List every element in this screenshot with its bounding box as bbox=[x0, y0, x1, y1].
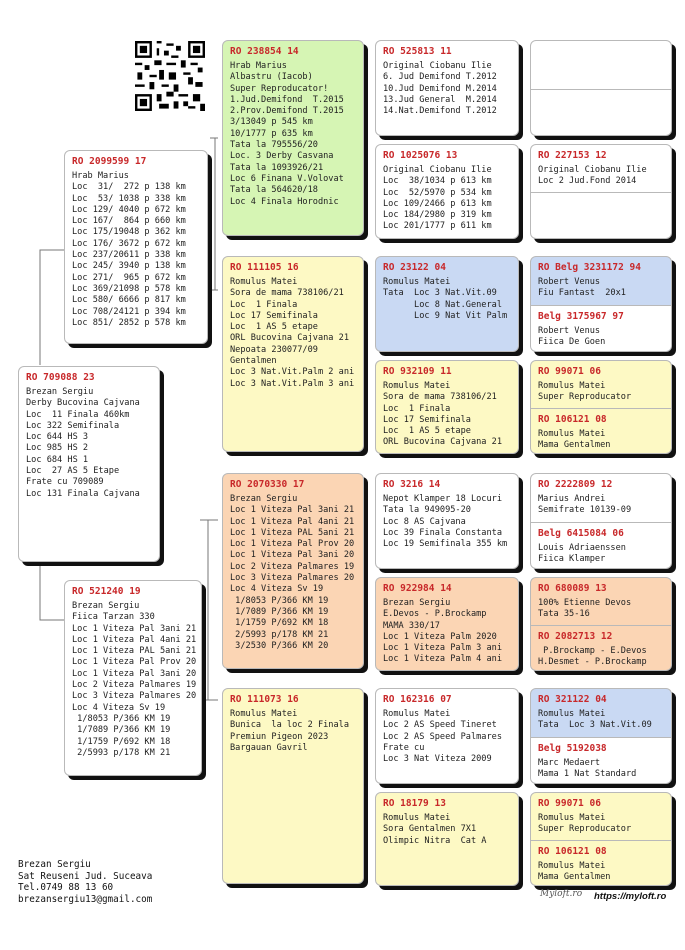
pedigree-card-gen3-2 bbox=[222, 256, 364, 452]
card-details: Romulus Matei Mama Gentalmen bbox=[538, 861, 611, 883]
ring-number: RO 2070330 17 bbox=[230, 479, 305, 490]
pedigree-card-gen5-3 bbox=[530, 256, 672, 352]
ring-number: RO 1025076 13 bbox=[383, 150, 458, 161]
card-details: Romulus Matei Loc 2 AS Speed Tineret Loc 2 AS Speed Palmares Frate cu Loc 3 Nat Viteza 2009 bbox=[383, 709, 502, 765]
pedigree-card-gen4-7 bbox=[375, 688, 519, 784]
ring-number: RO 2099599 17 bbox=[72, 156, 147, 167]
brand-logo: Myloft.ro bbox=[540, 889, 583, 899]
card-details: Romulus Matei Super Reproducator bbox=[538, 813, 632, 835]
card-details: Romulus Matei Sora Gentalmen 7X1 Olimpic Nitra Cat A bbox=[383, 813, 487, 846]
ring-number: RO 111073 16 bbox=[230, 694, 299, 705]
card-lower-half bbox=[531, 625, 671, 671]
owner-contact-info: Brezan Sergiu Sat Reuseni Jud. Suceava Tel.0749 88 13 60 brezansergiu13@gmail.com bbox=[18, 859, 153, 905]
ring-number: RO 227153 12 bbox=[538, 150, 607, 161]
ring-number: RO 3216 14 bbox=[383, 479, 441, 490]
ring-number: RO 922984 14 bbox=[383, 583, 452, 594]
card-details: Romulus Matei Bunica la loc 2 Finala Premiun Pigeon 2023 Bargauan Gavril bbox=[230, 709, 349, 753]
ring-number: RO 106121 08 bbox=[538, 846, 607, 857]
ring-number: RO 680089 13 bbox=[538, 583, 607, 594]
pedigree-card-gen3-1 bbox=[222, 40, 364, 236]
ring-number: RO 162316 07 bbox=[383, 694, 452, 705]
ring-number: RO 106121 08 bbox=[538, 414, 607, 425]
card-details: Romulus Matei Mama Gentalmen bbox=[538, 429, 611, 451]
ring-number: RO Belg 3231172 94 bbox=[538, 262, 641, 273]
pedigree-card-gen3-4 bbox=[222, 688, 364, 884]
pedigree-card-gen5-1 bbox=[530, 40, 672, 136]
pedigree-card-gen4-8 bbox=[375, 792, 519, 886]
ring-number: Belg 3175967 97 bbox=[538, 311, 624, 322]
website-link[interactable]: https://myloft.ro bbox=[594, 891, 667, 902]
ring-number: RO 99071 06 bbox=[538, 798, 601, 809]
pedigree-card-dam bbox=[64, 580, 202, 776]
card-lower-half bbox=[531, 522, 671, 569]
pedigree-card-gen5-2 bbox=[530, 144, 672, 239]
card-details: P.Brockamp - E.Devos H.Desmet - P.Brockamp bbox=[538, 646, 647, 668]
ring-number: RO 521240 19 bbox=[72, 586, 141, 597]
pedigree-card-gen5-7 bbox=[530, 688, 672, 784]
pedigree-card-gen3-3 bbox=[222, 473, 364, 669]
pedigree-card-gen5-4 bbox=[530, 360, 672, 454]
card-details: Original Ciobanu Ilie Loc 2 Jud.Fond 2014 bbox=[538, 165, 647, 187]
card-details: Robert Venus Fiica De Goen bbox=[538, 326, 606, 348]
card-details: Brezan Sergiu Fiica Tarzan 330 Loc 1 Viteza Pal 3ani 21 Loc 1 Viteza Pal 4ani 21 Loc 1 Viteza PAL 5ani 21 Loc 1 Viteza Pal Prov 20 Loc 1 Viteza Pal 3ani 20 Loc 2 Viteza Palmares 19 Loc 3 Viteza Palmares 20 Loc 4 Viteza Sv 19 1/8053 P/366 KM 19 1/7089 P/366 KM 19 1/1759 P/692 KM 18 2/5993 p/178 KM 21 bbox=[72, 601, 197, 758]
card-details: Romulus Matei Super Reproducator bbox=[538, 381, 632, 403]
ring-number: RO 23122 04 bbox=[383, 262, 446, 273]
card-divider bbox=[531, 192, 671, 193]
ring-number: RO 709088 23 bbox=[26, 372, 95, 383]
ring-number: Belg 5192038 bbox=[538, 743, 607, 754]
card-lower-half bbox=[531, 305, 671, 352]
pedigree-card-gen5-6 bbox=[530, 577, 672, 671]
ring-number: Belg 6415084 06 bbox=[538, 528, 624, 539]
card-details: Brezan Sergiu E.Devos - P.Brockamp MAMA 330/17 Loc 1 Viteza Palm 2020 Loc 1 Viteza Palm 3 ani Loc 1 Viteza Palm 4 ani bbox=[383, 598, 502, 665]
pedigree-card-gen5-8 bbox=[530, 792, 672, 886]
pedigree-card-gen4-2 bbox=[375, 144, 519, 239]
pedigree-card-gen4-1 bbox=[375, 40, 519, 136]
ring-number: RO 111105 16 bbox=[230, 262, 299, 273]
ring-number: RO 2082713 12 bbox=[538, 631, 613, 642]
card-details: Marius Andrei Semifrate 10139-09 bbox=[538, 494, 632, 516]
card-details: Robert Venus Fiu Fantast 20x1 bbox=[538, 277, 626, 299]
card-details: Brezan Sergiu Loc 1 Viteza Pal 3ani 21 Loc 1 Viteza Pal 4ani 21 Loc 1 Viteza PAL 5ani 21 Loc 1 Viteza Pal Prov 20 Loc 1 Viteza Pal 3ani 20 Loc 2 Viteza Palmares 19 Loc 3 Viteza Palmares 20 Loc 4 Viteza Sv 19 1/8053 P/366 KM 19 1/7089 P/366 KM 19 1/1759 P/692 KM 18 2/5993 p/178 KM 21 3/2530 P/366 KM 20 bbox=[230, 494, 355, 651]
pedigree-card-gen4-4 bbox=[375, 360, 519, 454]
card-details: Hrab Marius Albastru (Iacob) Super Reproducator! 1.Jud.Demifond T.2015 2.Prov.Demifond T.2015 3/13049 p 545 km 10/1777 p 635 km Tata la 795556/20 Loc. 3 Derby Casvana Tata la 1093926/21 Loc 6 Finana V.Volovat Tata la 564620/18 Loc 4 Finala Horodnic bbox=[230, 61, 344, 207]
card-details: Original Ciobanu Ilie 6. Jud Demifond T.2012 10.Jud Demifond M.2014 13.Jud General M.2014 14.Nat.Demifond T.2012 bbox=[383, 61, 497, 117]
ring-number: RO 238854 14 bbox=[230, 46, 299, 57]
card-details: Romulus Matei Sora de mama 738106/21 Loc 1 Finala Loc 17 Semifinala Loc 1 AS 5 etape ORL Bucovina Cajvana 21 bbox=[383, 381, 502, 448]
card-details: Romulus Matei Tata Loc 3 Nat.Vit.09 Loc 8 Nat.General Loc 9 Nat Vit Palm bbox=[383, 277, 508, 321]
ring-number: RO 2222809 12 bbox=[538, 479, 613, 490]
ring-number: RO 525813 11 bbox=[383, 46, 452, 57]
ring-number: RO 99071 06 bbox=[538, 366, 601, 377]
ring-number: RO 18179 13 bbox=[383, 798, 446, 809]
card-details: 100% Etienne Devos Tata 35-16 bbox=[538, 598, 632, 620]
pedigree-card-subject bbox=[18, 366, 160, 562]
card-lower-half bbox=[531, 840, 671, 886]
card-lower-half bbox=[531, 737, 671, 784]
card-details: Nepot Klamper 18 Locuri Tata la 949095-20 Loc 8 AS Cajvana Loc 39 Finala Constanta Loc 19 Semifinala 355 km bbox=[383, 494, 508, 550]
pedigree-card-sire bbox=[64, 150, 208, 344]
card-lower-half bbox=[531, 408, 671, 454]
ring-number: RO 932109 11 bbox=[383, 366, 452, 377]
card-details: Romulus Matei Tata Loc 3 Nat.Vit.09 bbox=[538, 709, 652, 731]
card-details: Original Ciobanu Ilie Loc 38/1034 p 613 km Loc 52/5970 p 534 km Loc 109/2466 p 613 km Loc 184/2980 p 319 km Loc 201/1777 p 611 km bbox=[383, 165, 492, 232]
qr-code-icon bbox=[135, 41, 205, 111]
pedigree-card-gen4-3 bbox=[375, 256, 519, 352]
card-details: Romulus Matei Sora de mama 738106/21 Loc 1 Finala Loc 17 Semifinala Loc 1 AS 5 etape ORL Bucovina Cajvana 21 Nepoata 230077/09 Gentalmen Loc 3 Nat.Vit.Palm 2 ani Loc 3 Nat.Vit.Palm 3 ani bbox=[230, 277, 355, 389]
card-details: Hrab Marius Loc 31/ 272 p 138 km Loc 53/ 1038 p 338 km Loc 129/ 4040 p 672 km Loc 167/ 864 p 660 km Loc 175/19048 p 362 km Loc 176/ 3672 p 672 km Loc 237/20611 p 338 km Loc 245/ 3940 p 138 km Loc 271/ 965 p 672 km Loc 369/21098 p 578 km Loc 580/ 6666 p 817 km Loc 708/24121 p 394 km Loc 851/ 2852 p 578 km bbox=[72, 171, 186, 328]
pedigree-card-gen5-5 bbox=[530, 473, 672, 569]
card-details: Marc Medaert Mama 1 Nat Standard bbox=[538, 758, 637, 780]
pedigree-card-gen4-6 bbox=[375, 577, 519, 671]
ring-number: RO 321122 04 bbox=[538, 694, 607, 705]
card-details: Brezan Sergiu Derby Bucovina Cajvana Loc 11 Finala 460km Loc 322 Semifinala Loc 644 HS 3 Loc 985 HS 2 Loc 684 HS 1 Loc 27 AS 5 Etape Frate cu 709089 Loc 131 Finala Cajvana bbox=[26, 387, 140, 499]
pedigree-card-gen4-5 bbox=[375, 473, 519, 569]
card-details: Louis Adriaenssen Fiica Klamper bbox=[538, 543, 626, 565]
card-divider bbox=[531, 89, 671, 90]
